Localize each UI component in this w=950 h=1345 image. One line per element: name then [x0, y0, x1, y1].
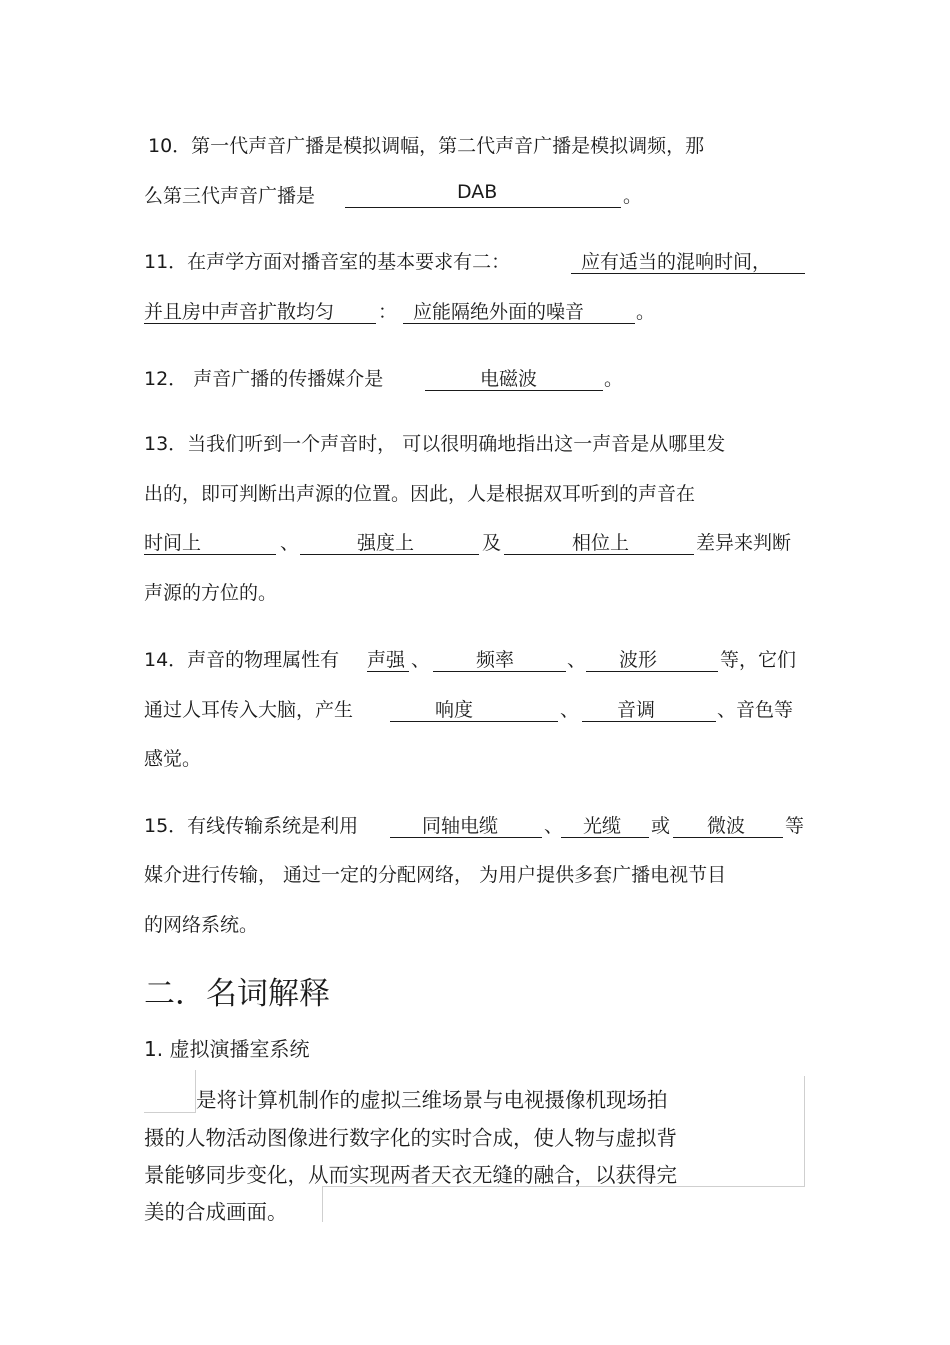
q14-sep-2: 、 — [567, 649, 587, 671]
q14-text: 14．声音的物理属性有 — [144, 649, 340, 671]
answer-text-1: 是将计算机制作的虚拟三维场景与电视摄像机现场拍 — [196, 1088, 668, 1112]
q13-answer-2-blank — [300, 528, 479, 555]
q15-text-2: 媒介进行传输， 通过一定的分配网络， 为用户提供多套广播电视节目 — [144, 864, 727, 886]
term-title-text: 1. 虚拟演播室系统 — [144, 1037, 310, 1061]
q13-sep-1: 、 — [280, 532, 300, 554]
q13-answer-1: 时间上 — [144, 532, 202, 554]
answer-box-bottom-tick — [322, 1186, 323, 1222]
q11-answer-1: 应有适当的混响时间， — [581, 251, 772, 273]
q11-answer-1-blank — [571, 247, 805, 274]
q15-text-3: 的网络系统。 — [144, 914, 259, 936]
answer-text-2: 摄的人物活动图像进行数字化的实时合成，使人物与虚拟背 — [144, 1126, 677, 1150]
q10-text-2: 么第三代声音广播是 — [144, 185, 316, 207]
q14-sep-3: 、 — [560, 699, 580, 721]
q13-sep-2: 及 — [482, 532, 502, 554]
q15-sep-1: 、 — [544, 815, 564, 837]
answer-text-3: 景能够同步变化，从而实现两者天衣无缝的融合，以获得完 — [144, 1163, 677, 1187]
answer-box-right-edge — [804, 1076, 805, 1186]
q15-answer-3: 微波 — [707, 815, 746, 837]
q12-answer-blank — [425, 364, 603, 391]
q10-answer-blank — [345, 181, 621, 208]
q14-answer-2-blank — [433, 645, 566, 672]
q15-text-end: 等 — [785, 815, 805, 837]
q14-answer-5-blank — [582, 695, 716, 722]
answer-text-4: 美的合成画面。 — [144, 1200, 288, 1224]
q10-period: 。 — [623, 185, 643, 207]
section-heading: 二．名词解释 — [144, 976, 330, 1012]
q14-text-2-end: 、音色等 — [717, 699, 794, 721]
q14-sep-1: 、 — [411, 649, 431, 671]
q11-answer-2-blank — [403, 297, 635, 324]
q12-answer: 电磁波 — [480, 368, 538, 390]
q15-text: 15．有线传输系统是利用 — [144, 815, 359, 837]
q14-answer-4: 响度 — [435, 699, 474, 721]
q13-text-2: 出的，即可判断出声源的位置。因此，人是根据双耳听到的声音在 — [144, 483, 696, 505]
q11-answer-1-cont: 并且房中声音扩散均匀 — [144, 301, 335, 323]
q14-answer-1: 声强 — [367, 649, 406, 671]
q15-answer-1: 同轴电缆 — [422, 815, 499, 837]
q13-text-3: 差异来判断 — [696, 532, 792, 554]
q10-text: 10．第一代声音广播是模拟调幅，第二代声音广播是模拟调频，那 — [148, 135, 705, 157]
q15-answer-2: 光缆 — [583, 815, 622, 837]
q13-text-4: 声源的方位的。 — [144, 582, 278, 604]
q11-answer-1-cont-blank — [144, 297, 376, 324]
q14-text-end: 等，它们 — [720, 649, 797, 671]
q14-answer-2: 频率 — [476, 649, 515, 671]
q14-answer-3-blank — [586, 645, 718, 672]
q14-text-2: 通过人耳传入大脑，产生 — [144, 699, 354, 721]
q14-answer-3: 波形 — [619, 649, 658, 671]
q13-answer-3-blank — [504, 528, 694, 555]
q15-answer-1-blank — [390, 811, 542, 838]
q14-answer-5: 音调 — [617, 699, 656, 721]
answer-box-top-left — [144, 1112, 196, 1113]
q13-answer-1-blank — [144, 528, 276, 555]
q13-text-1: 13．当我们听到一个声音时， 可以很明确地指出这一声音是从哪里发 — [144, 433, 726, 455]
q14-answer-1-blank — [367, 645, 409, 672]
q11-answer-2: 应能隔绝外面的噪音 — [413, 301, 585, 323]
q10-answer: DAB — [457, 181, 498, 203]
q13-answer-2: 强度上 — [357, 532, 415, 554]
q12-period: 。 — [604, 368, 624, 390]
q12-text: 12． 声音广播的传播媒介是 — [144, 368, 384, 390]
q15-answer-3-blank — [673, 811, 783, 838]
q14-answer-4-blank — [390, 695, 558, 722]
q14-text-3: 感觉。 — [144, 748, 202, 770]
q11-period: 。 — [636, 301, 656, 323]
q15-answer-2-blank — [561, 811, 649, 838]
q11-colon: ： — [378, 301, 398, 323]
q15-sep-2: 或 — [651, 815, 671, 837]
q13-answer-3: 相位上 — [572, 532, 630, 554]
q11-text: 11．在声学方面对播音室的基本要求有二： — [144, 251, 511, 273]
